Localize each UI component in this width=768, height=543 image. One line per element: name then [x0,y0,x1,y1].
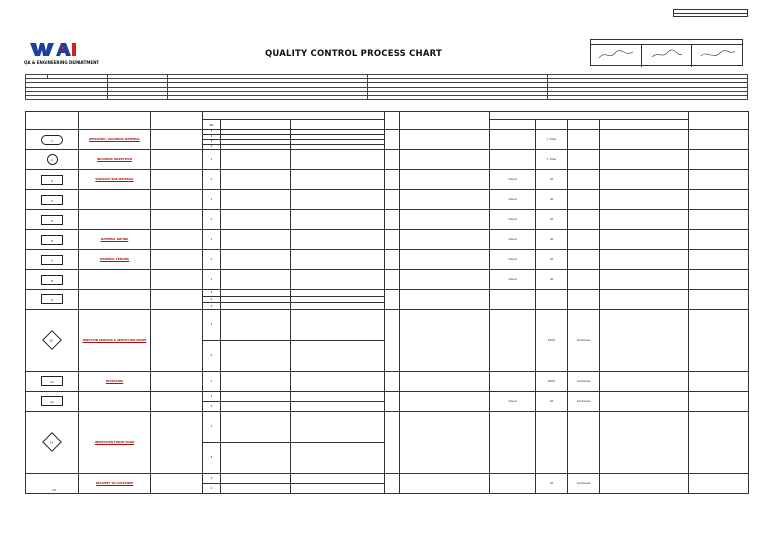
process-name-cell [79,150,151,170]
method-cell: Visual [490,210,536,230]
specification-cell [400,391,490,411]
machine-cell [151,391,203,411]
item-no: 2 [203,401,221,411]
flow-symbol-cell [26,270,79,290]
item-no: 2 [203,135,221,140]
process-characteristic [291,190,385,210]
char-class-cell [385,230,400,250]
product-characteristic [221,230,291,250]
process-characteristic [291,290,385,297]
process-name: MATERIAL FEEDING [99,256,130,261]
approval-box [590,39,743,66]
method-cell [490,130,536,150]
flow-symbol-cell [26,309,79,371]
step-number: 8 [51,278,53,283]
machine-cell [151,371,203,391]
process-row [26,391,749,401]
item-no: 1 [203,270,221,290]
record-cell [689,210,749,230]
flow-symbol-cell [26,250,79,270]
control-method-cell [600,473,689,493]
header-characteristic [203,112,385,120]
char-class-cell [385,190,400,210]
sample-size-cell: All [536,210,568,230]
process-characteristic [291,296,385,303]
product-characteristic [221,296,291,303]
frequency-cell: Continues [568,473,600,493]
product-characteristic [221,442,291,473]
process-chart-table [25,111,749,494]
process-name-cell [79,391,151,411]
item-no: 1 [203,371,221,391]
doc-number-line [674,14,747,18]
process-name-cell [79,270,151,290]
process-row [26,130,749,135]
sample-size-cell: All [536,230,568,250]
flow-symbol-cell [26,290,79,310]
sample-size-cell: All [536,270,568,290]
product-characteristic [221,303,291,310]
info-row [26,95,748,99]
sample-size-cell: All [536,170,568,190]
product-characteristic [221,150,291,170]
product-characteristic [221,391,291,401]
char-class-cell [385,250,400,270]
flow-symbol-cell [26,190,79,210]
flow-symbol [41,195,63,205]
item-no: 3 [203,303,221,310]
product-characteristic [221,371,291,391]
record-cell [689,130,749,150]
step-number: 2 [51,158,53,162]
machine-cell [151,210,203,230]
header-process-name [79,112,151,130]
process-name-cell [79,290,151,310]
char-class-cell [385,391,400,411]
frequency-cell [568,150,600,170]
process-row [26,170,749,190]
char-class-cell [385,270,400,290]
specification-cell [400,371,490,391]
process-name: INJECTION PROCESS & INSPECTION PHASE [82,337,147,342]
step-number: 9 [51,298,53,303]
process-name-cell [79,230,151,250]
record-cell [689,371,749,391]
specification-cell [400,250,490,270]
process-row [26,210,749,230]
control-method-cell [600,130,689,150]
process-characteristic [291,391,385,401]
header-control-method [600,120,689,130]
approval-cell [692,45,742,67]
approval-cell [591,45,642,67]
header-method-group [490,112,689,120]
record-cell [689,290,749,310]
product-characteristic [221,190,291,210]
process-name-cell [79,411,151,473]
company-logo [28,40,78,58]
step-number: 13 [49,441,54,446]
header-size [536,120,568,130]
process-characteristic [291,483,385,493]
process-characteristic [291,250,385,270]
machine-cell [151,411,203,473]
frequency-cell: Continues [568,371,600,391]
frequency-cell [568,130,600,150]
record-cell [689,230,749,250]
item-no: 2 [203,483,221,493]
sample-size-cell: All [536,190,568,210]
process-name-cell [79,130,151,150]
machine-cell [151,170,203,190]
record-cell [689,411,749,473]
control-method-cell [600,290,689,310]
product-characteristic [221,270,291,290]
item-no: 1 [203,190,221,210]
product-characteristic [221,210,291,230]
info-cell [168,95,368,99]
frequency-cell [568,230,600,250]
header-step-no [26,112,79,130]
step-number: 5 [51,218,53,223]
flow-symbol [41,294,63,304]
control-method-cell [600,250,689,270]
method-cell [490,150,536,170]
flow-symbol [41,255,63,265]
item-no: 2 [203,296,221,303]
process-name: DELIVERY TO CUSTOMER [95,480,134,485]
process-name-cell [79,190,151,210]
process-characteristic [291,340,385,371]
process-name-cell [79,473,151,493]
process-row [26,290,749,297]
header-char-class [385,112,400,130]
char-class-cell [385,150,400,170]
method-cell [490,411,536,473]
step-number: 1 [51,138,53,143]
method-cell: Visual [490,391,536,411]
signature-icon [698,48,738,62]
step-number: 12 [50,400,54,405]
process-name: PACKAGING [105,378,124,383]
process-characteristic [291,371,385,391]
frequency-cell [568,270,600,290]
record-cell [689,170,749,190]
process-row [26,411,749,442]
item-no: 1 [203,290,221,297]
item-no: 1 [203,230,221,250]
item-no: 1 [203,170,221,190]
machine-cell [151,290,203,310]
control-method-cell [600,391,689,411]
machine-cell [151,230,203,250]
department-name: QA & ENGINEERING DEPARTMENT [24,60,100,65]
info-cell [368,95,548,99]
frequency-cell [568,411,600,473]
flow-symbol-cell [26,150,79,170]
char-class-cell [385,130,400,150]
record-cell [689,309,749,371]
process-row [26,150,749,170]
item-no: 1 [203,473,221,483]
sample-size-cell [536,411,568,473]
flow-symbol [41,396,63,406]
info-cell [108,95,168,99]
process-characteristic [291,230,385,250]
sample-size-cell: All [536,473,568,493]
char-class-cell [385,170,400,190]
flow-symbol [42,331,62,351]
flow-symbol [41,215,63,225]
record-cell [689,473,749,493]
process-characteristic [291,303,385,310]
step-number: 6 [51,238,53,243]
sample-size-cell: 100% [536,309,568,371]
item-no: 1 [203,250,221,270]
control-method-cell [600,170,689,190]
process-row [26,371,749,391]
product-characteristic [221,411,291,442]
specification-cell [400,190,490,210]
header-process [291,120,385,130]
char-class-cell [385,371,400,391]
process-characteristic [291,309,385,340]
machine-cell [151,130,203,150]
product-characteristic [221,250,291,270]
item-no: 4 [203,145,221,150]
document-number-box [673,9,748,17]
process-name: MATERIAL DRYING [100,236,129,241]
item-no: 2 [203,340,221,371]
product-characteristic [221,309,291,340]
process-name-cell [79,309,151,371]
item-no: 1 [203,210,221,230]
record-cell [689,250,749,270]
sample-size-cell [536,290,568,310]
specification-cell [400,130,490,150]
step-number: 10 [49,339,54,344]
process-row [26,250,749,270]
sample-size-cell: All [536,391,568,411]
sample-size-cell: 1 Time [536,130,568,150]
step-number: 11 [50,380,54,385]
sample-size-cell: 100% [536,371,568,391]
method-cell [490,473,536,493]
flow-symbol [41,175,63,185]
process-characteristic [291,170,385,190]
step-number: 14 [52,487,56,492]
machine-cell [151,473,203,493]
control-method-cell [600,150,689,170]
record-cell [689,270,749,290]
control-method-cell [600,309,689,371]
process-name-cell [79,250,151,270]
specification-cell [400,170,490,190]
info-cell [26,95,108,99]
method-cell [490,309,536,371]
specification-cell [400,290,490,310]
char-class-cell [385,290,400,310]
product-characteristic [221,170,291,190]
method-cell: Visual [490,190,536,210]
process-name: INSPECTION FINISH GOOD [94,439,135,444]
specification-cell [400,411,490,473]
header-no: No [203,120,221,130]
process-name: STRAIGHT BAR MATERIAL [95,176,134,181]
item-no: 1 [203,130,221,135]
process-row [26,270,749,290]
specification-cell [400,150,490,170]
product-characteristic [221,473,291,483]
specification-cell [400,473,490,493]
item-no: 1 [203,411,221,442]
machine-cell [151,309,203,371]
method-cell: Visual [490,170,536,190]
control-method-cell [600,371,689,391]
flow-symbol [47,154,58,165]
process-row [26,473,749,483]
frequency-cell [568,250,600,270]
flow-symbol-cell [26,411,79,473]
header-specification [400,112,490,130]
header-product [221,120,291,130]
process-name-cell [79,170,151,190]
process-characteristic [291,210,385,230]
method-cell [490,290,536,310]
header-method [490,120,536,130]
flow-symbol-cell [26,210,79,230]
record-cell [689,190,749,210]
product-characteristic [221,290,291,297]
item-no: 1 [203,150,221,170]
header-machine [151,112,203,130]
machine-cell [151,150,203,170]
method-cell: Visual [490,250,536,270]
frequency-cell: Continues [568,391,600,411]
record-cell [689,150,749,170]
frequency-cell: Continues [568,309,600,371]
frequency-cell [568,290,600,310]
process-characteristic [291,473,385,483]
record-cell [689,391,749,411]
frequency-cell [568,170,600,190]
process-name-cell [79,371,151,391]
control-method-cell [600,190,689,210]
signature-icon [648,48,688,62]
flow-symbol-cell [26,230,79,250]
process-row [26,190,749,210]
flow-symbol [41,135,63,145]
item-no: 1 [203,391,221,401]
process-characteristic [291,150,385,170]
specification-cell [400,309,490,371]
process-characteristic [291,270,385,290]
flow-symbol-cell [26,391,79,411]
machine-cell [151,250,203,270]
document-title: QUALITY CONTROL PROCESS CHART [265,49,443,59]
item-no: 3 [203,140,221,145]
process-characteristic [291,401,385,411]
char-class-cell [385,210,400,230]
info-cell [548,95,748,99]
method-cell [490,371,536,391]
process-name: INCOMING INSPECTION [97,156,132,161]
approval-cell [642,45,693,67]
flow-symbol-cell [26,473,79,493]
step-number: 3 [51,178,53,183]
flow-symbol [40,475,64,492]
control-method-cell [600,411,689,473]
machine-cell [151,270,203,290]
flow-symbol [41,235,63,245]
flow-symbol-cell [26,130,79,150]
process-characteristic [291,442,385,473]
process-row [26,230,749,250]
process-name: RECEIVING / INCOMING MATERIAL [89,136,140,141]
process-characteristic [291,411,385,442]
frequency-cell [568,210,600,230]
sample-size-cell: 1 Time [536,150,568,170]
document-info-table [25,74,748,100]
item-no: 2 [203,442,221,473]
method-cell: Visual [490,270,536,290]
sample-size-cell: All [536,250,568,270]
method-cell: Visual [490,230,536,250]
flow-symbol [41,275,63,285]
process-row [26,309,749,340]
char-class-cell [385,411,400,473]
step-number: 7 [51,258,53,263]
control-method-cell [600,270,689,290]
item-no: 1 [203,309,221,340]
char-class-cell [385,309,400,371]
control-method-cell [600,210,689,230]
flow-symbol-cell [26,170,79,190]
flow-symbol-cell [26,371,79,391]
flow-symbol [41,376,63,386]
header-freq [568,120,600,130]
frequency-cell [568,190,600,210]
specification-cell [400,210,490,230]
product-characteristic [221,340,291,371]
product-characteristic [221,483,291,493]
machine-cell [151,190,203,210]
specification-cell [400,270,490,290]
step-number: 4 [51,198,53,203]
specification-cell [400,230,490,250]
header-record [689,112,749,130]
char-class-cell [385,473,400,493]
process-name-cell [79,210,151,230]
product-characteristic [221,401,291,411]
flow-symbol [42,433,62,453]
control-method-cell [600,230,689,250]
signature-icon [597,48,637,62]
